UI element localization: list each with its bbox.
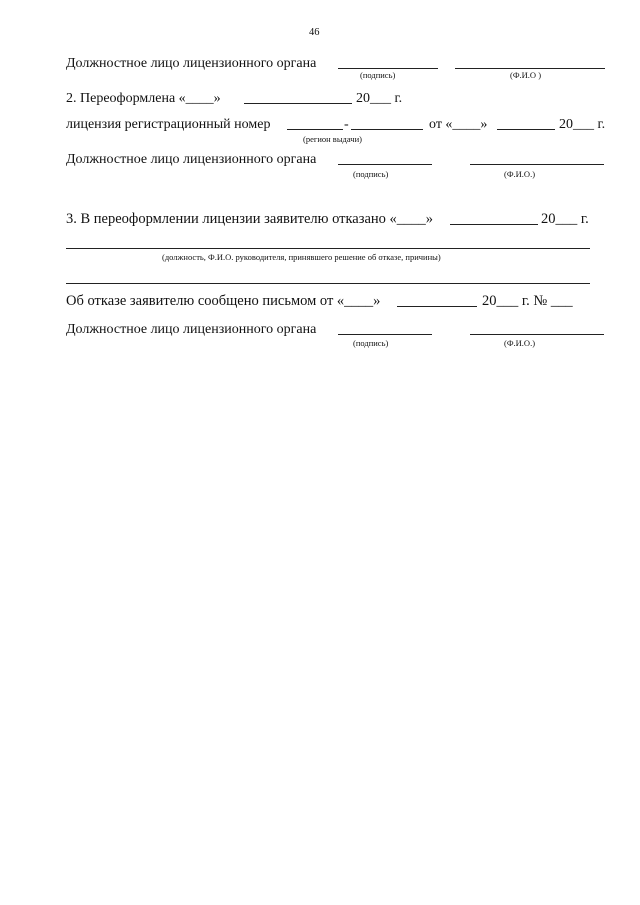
name-caption-1: (Ф.И.О ) — [510, 70, 542, 80]
license-month-line — [497, 129, 555, 130]
reissued-year: 20___ г. — [356, 91, 403, 106]
name-line-3 — [470, 334, 604, 335]
region-caption: (регион выдачи) — [303, 134, 362, 144]
name-caption-2: (Ф.И.О.) — [504, 169, 536, 179]
signature-caption-2: (подпись) — [353, 169, 389, 179]
refused-label: 3. В переоформлении лицензии заявителю отказано «____» — [66, 211, 434, 227]
license-reg-label: лицензия регистрационный номер — [66, 117, 271, 132]
license-year: 20___ г. — [559, 117, 606, 132]
signature-caption-1: (подпись) — [360, 70, 396, 80]
official-label-2: Должностное лицо лицензионного органа — [66, 152, 317, 167]
refusal-caption: (должность, Ф.И.О. руководителя, принявшего решение об отказе, причины) — [162, 252, 441, 262]
reissued-month-line — [244, 103, 352, 104]
notified-month-line — [397, 306, 477, 307]
signature-line-3 — [338, 334, 432, 335]
reg-dash: - — [344, 117, 349, 132]
page-number: 46 — [309, 27, 320, 38]
license-date: от «____» — [429, 117, 488, 132]
official-label-3: Должностное лицо лицензионного органа — [66, 322, 317, 337]
refused-year: 20___ г. — [541, 211, 589, 227]
name-line-1 — [455, 68, 605, 69]
name-line-2 — [470, 164, 604, 165]
reg-number-line — [351, 129, 423, 130]
official-label-1: Должностное лицо лицензионного органа — [66, 56, 317, 71]
signature-caption-3: (подпись) — [353, 338, 389, 348]
notified-year: 20___ г. № ___ — [482, 293, 573, 309]
region-line — [287, 129, 343, 130]
refusal-details-line-2 — [66, 283, 590, 284]
signature-line-2 — [338, 164, 432, 165]
name-caption-3: (Ф.И.О.) — [504, 338, 536, 348]
signature-line-1 — [338, 68, 438, 69]
notified-label: Об отказе заявителю сообщено письмом от «____» — [66, 293, 381, 309]
refusal-details-line-1 — [66, 248, 590, 249]
reissued-label: 2. Переоформлена «____» — [66, 91, 221, 106]
refused-month-line — [450, 224, 538, 225]
